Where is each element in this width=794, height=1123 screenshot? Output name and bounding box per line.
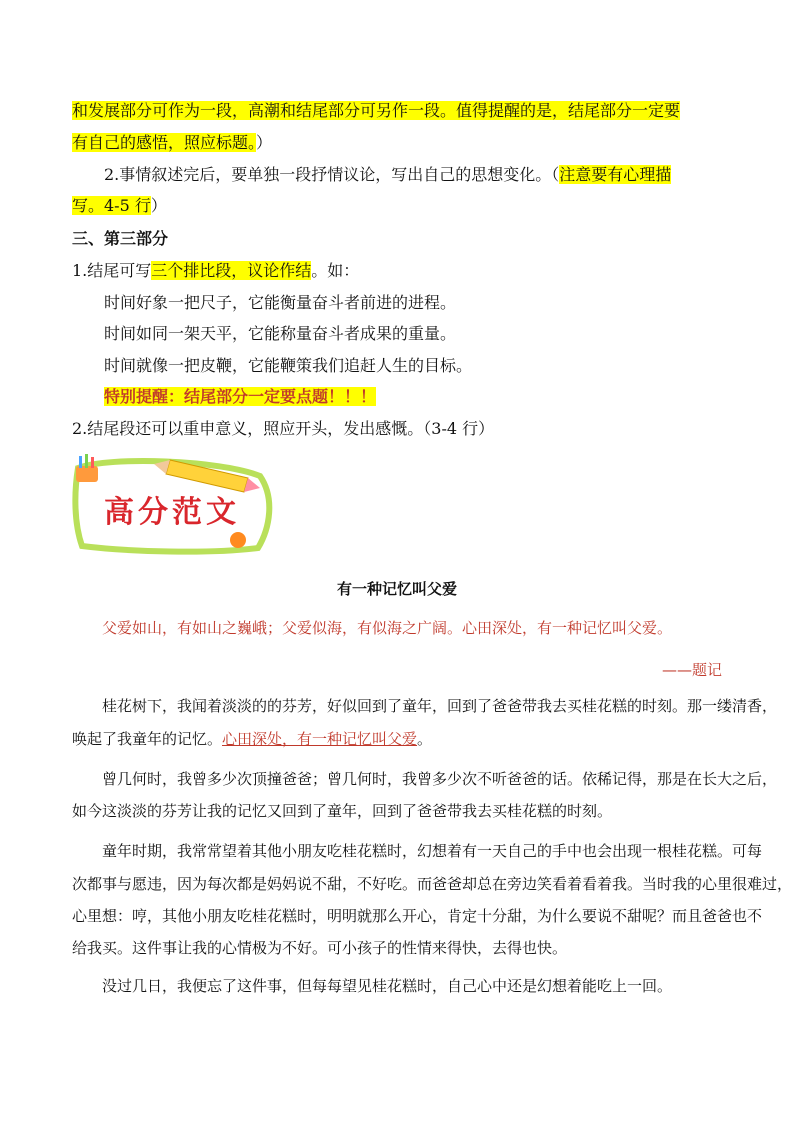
text: ） xyxy=(150,196,167,215)
highlighted-text: 注意要有心理描 xyxy=(559,165,672,184)
text: 。 xyxy=(417,730,433,748)
epigraph: 父爱如山，有如山之巍峨；父爱似海，有似海之广阔。心田深处，有一种记忆叫父爱。 xyxy=(102,619,673,637)
intro-paragraph-line xyxy=(72,132,272,154)
essay-paragraph-line: 桂花树下，我闻着淡淡的的芬芳，好似回到了童年，回到了爸爸带我去买桂花糕的时刻。那一缕清香， xyxy=(102,697,778,715)
highlighted-text: 三个排比段，议论作结 xyxy=(151,261,312,280)
epigraph-label: ——题记 xyxy=(662,661,723,679)
text: 1.结尾可写 xyxy=(72,261,152,280)
pencil-cup-icon xyxy=(76,454,98,482)
essay-paragraph-line: 次都事与愿违，因为每次都是妈妈说不甜，不好吃。而爸爸却总在旁边笑看着看着我。当时我的心里很难过， xyxy=(72,875,793,893)
essay-paragraph-line: 童年时期，我常常望着其他小朋友吃桂花糕时，幻想着有一天自己的手中也会出现一根桂花糕。可每 xyxy=(102,842,763,860)
essay-paragraph-line: 曾几何时，我曾多少次顶撞爸爸；曾几何时，我曾多少次不听爸爸的话。依稀记得，那是在长大之后， xyxy=(102,770,778,788)
highlighted-text: 特别提醒：结尾部分一定要点题！！！ xyxy=(104,387,377,406)
example-line: 时间就像一把皮鞭，它能鞭策我们追赶人生的目标。 xyxy=(104,356,473,375)
essay-paragraph-line: 如今这淡淡的芬芳让我的记忆又回到了童年，回到了爸爸带我去买桂花糕的时刻。 xyxy=(72,802,613,820)
ball-icon xyxy=(230,532,246,548)
text: ） xyxy=(256,133,273,152)
banner-text: 高分范文 xyxy=(104,495,240,530)
reminder-line xyxy=(104,386,376,408)
section-heading: 三、第三部分 xyxy=(72,229,169,248)
banner-graphic xyxy=(70,448,280,558)
highlighted-text: 和发展部分可作为一段，高潮和结尾部分可另作一段。值得提醒的是，结尾部分一定要 xyxy=(72,101,681,120)
text: 。如： xyxy=(311,261,360,280)
example-line: 时间好象一把尺子，它能衡量奋斗者前进的进程。 xyxy=(104,293,457,312)
intro-paragraph-line xyxy=(104,164,671,186)
essay-paragraph-line: 没过几日，我便忘了这件事，但每每望见桂花糕时，自己心中还是幻想着能吃上一回。 xyxy=(102,977,673,995)
essay-paragraph-line: 心里想：哼，其他小朋友吃桂花糕时，明明就那么开心，肯定十分甜，为什么要说不甜呢？而且爸爸也不 xyxy=(72,907,763,925)
list-item xyxy=(72,260,359,282)
high-score-banner xyxy=(70,448,280,558)
essay-paragraph-line: 给我买。这件事让我的心情极为不好。可小孩子的性情来得快，去得也快。 xyxy=(72,939,568,957)
intro-paragraph-line xyxy=(72,195,167,217)
example-line: 时间如同一架天平，它能称量奋斗者成果的重量。 xyxy=(104,324,457,343)
highlighted-text: 写。4-5 行 xyxy=(72,196,151,215)
highlighted-quote: 心田深处，有一种记忆叫父爱 xyxy=(222,730,418,748)
text: 唤起了我童年的记忆。 xyxy=(72,730,223,748)
list-item: 2.结尾段还可以重申意义，照应开头，发出感慨。（3-4 行） xyxy=(72,419,495,438)
highlighted-text: 有自己的感悟，照应标题。 xyxy=(72,133,257,152)
essay-paragraph-line xyxy=(72,728,432,750)
intro-paragraph-line xyxy=(72,100,680,122)
text: 2.事情叙述完后，要单独一段抒情议论，写出自己的思想变化。（ xyxy=(104,165,560,184)
essay-title: 有一种记忆叫父爱 xyxy=(336,580,457,598)
